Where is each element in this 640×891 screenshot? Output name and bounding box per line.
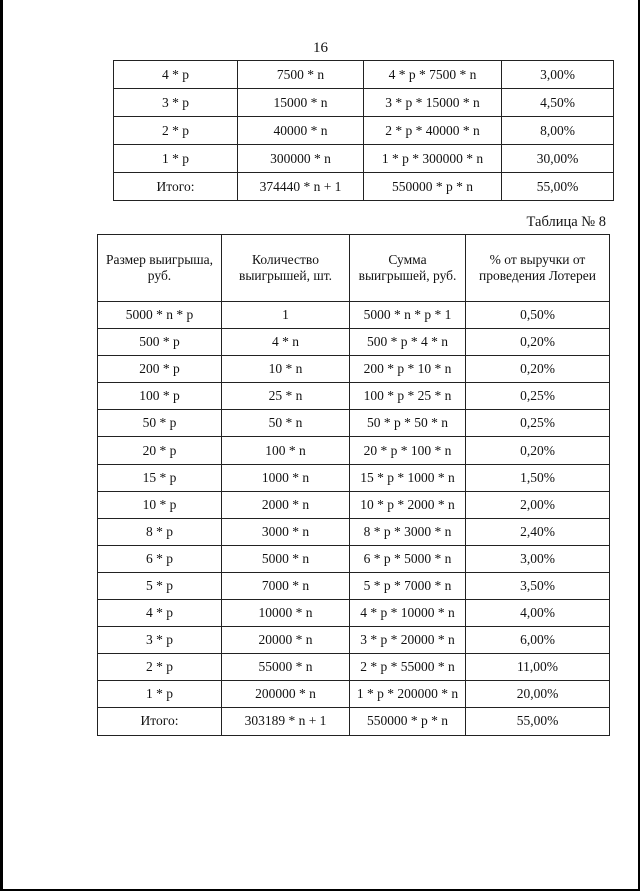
revenue-percent-cell: 0,50%	[466, 302, 610, 329]
prize-count-cell: 10000 * n	[222, 600, 350, 627]
prize-sum-cell: 6 * p * 5000 * n	[350, 545, 466, 572]
prize-table-continued	[113, 60, 614, 201]
table-row	[98, 383, 610, 410]
revenue-percent-cell: 3,50%	[466, 572, 610, 599]
revenue-percent-cell: 55,00%	[502, 173, 614, 201]
prize-count-cell: 3000 * n	[222, 518, 350, 545]
prize-count-cell: 20000 * n	[222, 627, 350, 654]
prize-size-cell: 5 * p	[98, 572, 222, 599]
table-row	[114, 117, 614, 145]
table-caption: Таблица № 8	[526, 214, 606, 230]
revenue-percent-cell: 0,25%	[466, 383, 610, 410]
header-revenue-percent: % от выручки от проведения Лотереи	[466, 235, 610, 302]
prize-size-cell: 100 * p	[98, 383, 222, 410]
table-row	[98, 410, 610, 437]
table-row	[98, 627, 610, 654]
revenue-percent-cell: 4,50%	[502, 89, 614, 117]
revenue-percent-cell: 20,00%	[466, 681, 610, 708]
table-row	[98, 545, 610, 572]
prize-sum-cell: 2 * p * 55000 * n	[350, 654, 466, 681]
prize-count-cell: 15000 * n	[238, 89, 364, 117]
revenue-percent-cell: 0,20%	[466, 329, 610, 356]
prize-count-cell: 50 * n	[222, 410, 350, 437]
revenue-percent-cell: 3,00%	[466, 545, 610, 572]
prize-size-cell: 2 * p	[114, 117, 238, 145]
revenue-percent-cell: 55,00%	[466, 708, 610, 735]
prize-sum-cell: 550000 * p * n	[350, 708, 466, 735]
prize-size-cell: 2 * p	[98, 654, 222, 681]
table-row	[98, 600, 610, 627]
prize-sum-cell: 5000 * n * p * 1	[350, 302, 466, 329]
prize-count-cell: 10 * n	[222, 356, 350, 383]
table-row	[98, 491, 610, 518]
prize-count-cell: 1	[222, 302, 350, 329]
revenue-percent-cell: 6,00%	[466, 627, 610, 654]
prize-count-cell: 100 * n	[222, 437, 350, 464]
revenue-percent-cell: 0,20%	[466, 356, 610, 383]
table-row	[98, 572, 610, 599]
prize-sum-cell: 1 * p * 300000 * n	[364, 145, 502, 173]
prize-size-cell: 200 * p	[98, 356, 222, 383]
prize-size-cell: 5000 * n * p	[98, 302, 222, 329]
prize-sum-cell: 10 * p * 2000 * n	[350, 491, 466, 518]
prize-count-cell: 1000 * n	[222, 464, 350, 491]
prize-count-cell: 7000 * n	[222, 572, 350, 599]
revenue-percent-cell: 0,20%	[466, 437, 610, 464]
table-row	[114, 173, 614, 201]
prize-size-cell: 20 * p	[98, 437, 222, 464]
prize-sum-cell: 500 * p * 4 * n	[350, 329, 466, 356]
table-row	[114, 145, 614, 173]
table-row	[98, 654, 610, 681]
prize-sum-cell: 4 * p * 10000 * n	[350, 600, 466, 627]
prize-sum-cell: 5 * p * 7000 * n	[350, 572, 466, 599]
prize-size-cell: 6 * p	[98, 545, 222, 572]
header-prize-count: Количество выигрышей, шт.	[222, 235, 350, 302]
revenue-percent-cell: 11,00%	[466, 654, 610, 681]
prize-size-cell: 4 * p	[98, 600, 222, 627]
revenue-percent-cell: 3,00%	[502, 61, 614, 89]
table-row	[98, 437, 610, 464]
revenue-percent-cell: 1,50%	[466, 464, 610, 491]
prize-count-cell: 300000 * n	[238, 145, 364, 173]
prize-count-cell: 7500 * n	[238, 61, 364, 89]
prize-sum-cell: 50 * p * 50 * n	[350, 410, 466, 437]
table-row	[98, 356, 610, 383]
prize-size-cell: 500 * p	[98, 329, 222, 356]
prize-sum-cell: 1 * p * 200000 * n	[350, 681, 466, 708]
header-prize-size: Размер выигрыша, руб.	[98, 235, 222, 302]
prize-sum-cell: 550000 * p * n	[364, 173, 502, 201]
prize-count-cell: 4 * n	[222, 329, 350, 356]
prize-table-8	[97, 234, 610, 736]
revenue-percent-cell: 4,00%	[466, 600, 610, 627]
table-row	[98, 329, 610, 356]
prize-sum-cell: 4 * p * 7500 * n	[364, 61, 502, 89]
prize-count-cell: 40000 * n	[238, 117, 364, 145]
revenue-percent-cell: 2,00%	[466, 491, 610, 518]
revenue-percent-cell: 0,25%	[466, 410, 610, 437]
prize-size-cell: Итого:	[114, 173, 238, 201]
table-row	[98, 681, 610, 708]
prize-sum-cell: 3 * p * 15000 * n	[364, 89, 502, 117]
prize-count-cell: 200000 * n	[222, 681, 350, 708]
header-prize-sum: Сумма выигрышей, руб.	[350, 235, 466, 302]
prize-size-cell: 3 * p	[98, 627, 222, 654]
prize-size-cell: 10 * p	[98, 491, 222, 518]
prize-size-cell: 15 * p	[98, 464, 222, 491]
table-row	[114, 61, 614, 89]
prize-table-continued-body	[114, 61, 614, 201]
table-row	[98, 302, 610, 329]
prize-count-cell: 374440 * n + 1	[238, 173, 364, 201]
prize-size-cell: 1 * p	[98, 681, 222, 708]
table-row	[98, 708, 610, 735]
prize-count-cell: 25 * n	[222, 383, 350, 410]
prize-size-cell: 3 * p	[114, 89, 238, 117]
prize-size-cell: 1 * p	[114, 145, 238, 173]
table-row	[114, 89, 614, 117]
prize-sum-cell: 20 * p * 100 * n	[350, 437, 466, 464]
prize-sum-cell: 200 * p * 10 * n	[350, 356, 466, 383]
prize-sum-cell: 2 * p * 40000 * n	[364, 117, 502, 145]
prize-sum-cell: 8 * p * 3000 * n	[350, 518, 466, 545]
table-header-row	[98, 235, 610, 302]
prize-table-8-body	[98, 302, 610, 736]
prize-sum-cell: 15 * p * 1000 * n	[350, 464, 466, 491]
prize-count-cell: 5000 * n	[222, 545, 350, 572]
revenue-percent-cell: 30,00%	[502, 145, 614, 173]
prize-size-cell: 4 * p	[114, 61, 238, 89]
prize-sum-cell: 3 * p * 20000 * n	[350, 627, 466, 654]
table-row	[98, 464, 610, 491]
prize-count-cell: 55000 * n	[222, 654, 350, 681]
prize-size-cell: 50 * p	[98, 410, 222, 437]
page-number: 16	[313, 40, 328, 56]
prize-size-cell: Итого:	[98, 708, 222, 735]
prize-sum-cell: 100 * p * 25 * n	[350, 383, 466, 410]
revenue-percent-cell: 2,40%	[466, 518, 610, 545]
table-row	[98, 518, 610, 545]
prize-count-cell: 303189 * n + 1	[222, 708, 350, 735]
prize-size-cell: 8 * p	[98, 518, 222, 545]
prize-count-cell: 2000 * n	[222, 491, 350, 518]
revenue-percent-cell: 8,00%	[502, 117, 614, 145]
